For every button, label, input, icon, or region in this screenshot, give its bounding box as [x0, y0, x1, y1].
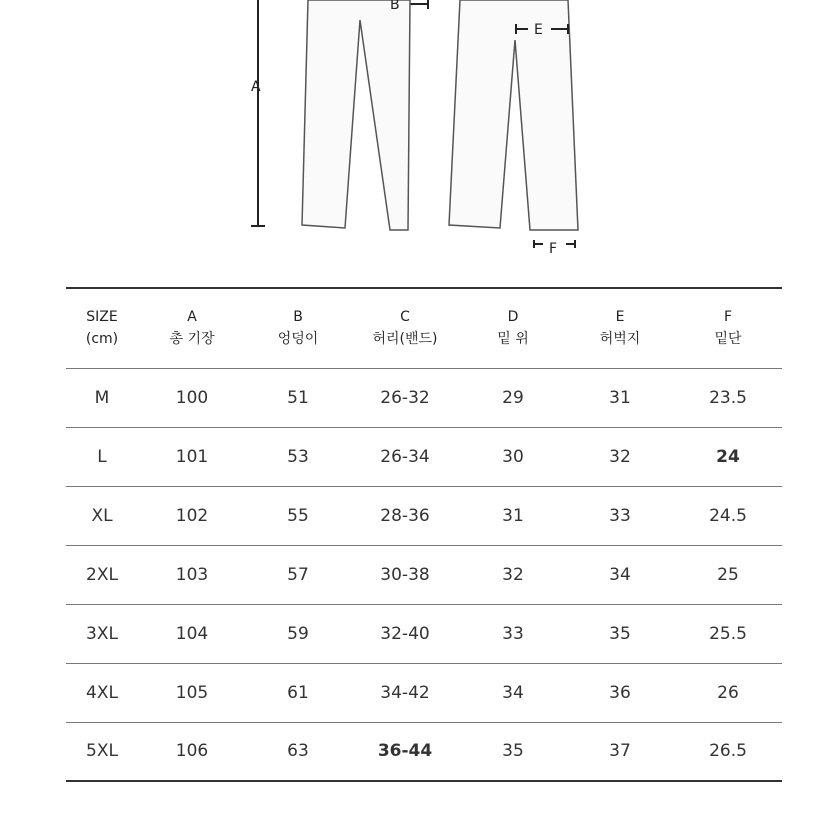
size-cell: 4XL: [66, 663, 138, 722]
waist-cell: 30-38: [350, 545, 460, 604]
size-chart-table: [66, 287, 782, 782]
header-f: [674, 288, 782, 368]
thigh-cell: 31: [566, 368, 674, 427]
header-code: B: [293, 309, 303, 326]
header-label: 총 기장: [169, 331, 215, 348]
total-length-cell: 104: [138, 604, 246, 663]
header-a: [138, 288, 246, 368]
hem-cell: 24.5: [674, 486, 782, 545]
thigh-cell: 35: [566, 604, 674, 663]
thigh-cell: 33: [566, 486, 674, 545]
table-row: [66, 722, 782, 781]
header-label: 엉덩이: [277, 331, 319, 348]
header-b: [246, 288, 350, 368]
waist-cell: 32-40: [350, 604, 460, 663]
rise-cell: 30: [460, 427, 566, 486]
table-row: [66, 368, 782, 427]
header-size: [66, 288, 138, 368]
table-row: [66, 427, 782, 486]
size-cell: 5XL: [66, 722, 138, 781]
thigh-cell: 34: [566, 545, 674, 604]
header-label: (cm): [85, 331, 119, 348]
size-cell: L: [66, 427, 138, 486]
hem-cell: 25.5: [674, 604, 782, 663]
total-length-cell: 102: [138, 486, 246, 545]
size-cell: 3XL: [66, 604, 138, 663]
waist-cell: 36-44: [350, 722, 460, 781]
hip-cell: 55: [246, 486, 350, 545]
dimension-a-line: [251, 0, 265, 226]
rise-cell: 31: [460, 486, 566, 545]
dimension-e-label: E: [534, 22, 543, 38]
hip-cell: 63: [246, 722, 350, 781]
header-code: SIZE: [86, 309, 118, 326]
thigh-cell: 36: [566, 663, 674, 722]
header-d: [460, 288, 566, 368]
size-cell: 2XL: [66, 545, 138, 604]
size-cell: M: [66, 368, 138, 427]
dimension-f-label: F: [549, 241, 558, 257]
table-row: [66, 604, 782, 663]
hem-cell: 26: [674, 663, 782, 722]
header-label: 허벅지: [599, 331, 641, 348]
table-row: [66, 486, 782, 545]
header-code: A: [187, 309, 197, 326]
thigh-cell: 32: [566, 427, 674, 486]
table-row: [66, 545, 782, 604]
rise-cell: 32: [460, 545, 566, 604]
header-label: 허리(밴드): [372, 331, 438, 348]
table-row: [66, 663, 782, 722]
header-c: [350, 288, 460, 368]
table-header-row: [66, 288, 782, 368]
header-code: E: [615, 309, 625, 326]
rise-cell: 33: [460, 604, 566, 663]
front-pants-outline: [302, 0, 410, 230]
waist-cell: 28-36: [350, 486, 460, 545]
header-label: 밑 위: [497, 331, 529, 348]
total-length-cell: 106: [138, 722, 246, 781]
header-code: F: [723, 309, 733, 326]
rise-cell: 35: [460, 722, 566, 781]
hip-cell: 51: [246, 368, 350, 427]
hem-cell: 23.5: [674, 368, 782, 427]
waist-cell: 34-42: [350, 663, 460, 722]
thigh-cell: 37: [566, 722, 674, 781]
total-length-cell: 105: [138, 663, 246, 722]
hem-cell: 26.5: [674, 722, 782, 781]
pants-measurement-diagram: [0, 0, 826, 270]
total-length-cell: 100: [138, 368, 246, 427]
dimension-a-label: A: [251, 79, 261, 95]
header-e: [566, 288, 674, 368]
hip-cell: 53: [246, 427, 350, 486]
hip-cell: 61: [246, 663, 350, 722]
size-cell: XL: [66, 486, 138, 545]
rise-cell: 34: [460, 663, 566, 722]
waist-cell: 26-34: [350, 427, 460, 486]
rise-cell: 29: [460, 368, 566, 427]
total-length-cell: 103: [138, 545, 246, 604]
pants-outline-illustration: [0, 0, 826, 270]
waist-cell: 26-32: [350, 368, 460, 427]
back-pants-outline: [449, 0, 578, 230]
header-code: D: [507, 309, 519, 326]
header-label: 밑단: [714, 331, 742, 348]
hem-cell: 24: [674, 427, 782, 486]
dimension-b-label: B: [390, 0, 400, 13]
header-code: C: [400, 309, 410, 326]
total-length-cell: 101: [138, 427, 246, 486]
hem-cell: 25: [674, 545, 782, 604]
hip-cell: 59: [246, 604, 350, 663]
hip-cell: 57: [246, 545, 350, 604]
